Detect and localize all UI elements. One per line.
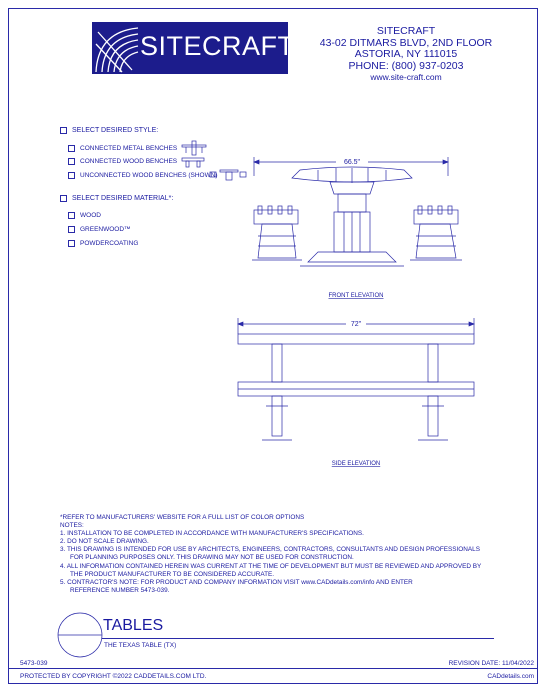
thumb-unconnected-bench-icon [210,170,246,180]
company-website: www.site-craft.com [370,72,442,82]
note-line: 1. INSTALLATION TO BE COMPLETED IN ACCORDANCE WITH MANUFACTURER'S SPECIFICATIONS. [60,530,364,538]
side-dimension-label: 72" [350,321,362,328]
front-elevation-label: FRONT ELEVATION [328,293,384,299]
style-heading: SELECT DESIRED STYLE: [60,127,158,134]
copyright-notice: PROTECTED BY COPYRIGHT ©2022 CADDETAILS.COM LTD. [20,673,207,680]
style-option-unconnected-wood[interactable]: UNCONNECTED WOOD BENCHES (SHOWN) [68,172,218,179]
thumb-wood-bench-icon [182,158,204,167]
style-option-metal[interactable]: CONNECTED METAL BENCHES [68,145,177,152]
note-line: 4. ALL INFORMATION CONTAINED HEREIN WAS CURRENT AT THE TIME OF DEVELOPMENT BUT MUST BE REVIEWED AND APPROVED BY [60,562,482,570]
reference-number: 5473-039 [20,660,48,667]
note-line: 3. THIS DRAWING IS INTENDED FOR USE BY ARCHITECTS, ENGINEERS, CONTRACTORS, CONSULTANTS AND DESIGN PROFESSIONALS [60,546,480,554]
title-divider [102,638,494,639]
drawing-subtitle: THE TEXAS TABLE (TX) [104,642,177,649]
caddetails-link[interactable]: CADdetails.com [487,673,534,680]
company-name: SITECRAFT [376,25,436,37]
material-heading: SELECT DESIRED MATERIAL*: [60,195,173,202]
logo-wordmark: SITECRAFT [140,31,295,61]
front-dimension-label: 66.5" [343,159,361,166]
revision-date: REVISION DATE: 11/04/2022 [448,660,534,667]
footer-divider [8,668,538,669]
general-notes [60,514,500,595]
material-option-wood[interactable]: WOOD [68,212,101,219]
note-line: 5. CONTRACTOR'S NOTE: FOR PRODUCT AND COMPANY INFORMATION VISIT www.CADdetails.com/info AND ENTER [60,578,413,586]
side-elevation-label: SIDE ELEVATION [331,461,381,467]
note-line: THE PRODUCT MANUFACTURER TO BE CONSIDERED ACCURATE. [70,570,275,578]
company-address-2: ASTORIA, NY 111015 [354,48,458,60]
material-option-powdercoating[interactable]: POWDERCOATING [68,240,138,247]
drawing-title: TABLES [103,617,164,634]
company-address-1: 43-02 DITMARS BLVD, 2ND FLOOR [319,36,493,49]
company-phone: PHONE: (800) 937-0203 [348,59,464,72]
notes-heading: NOTES: [60,522,84,530]
side-elevation-drawing [238,318,474,440]
style-option-connected-wood[interactable]: CONNECTED WOOD BENCHES [68,158,177,165]
note-line: REFERENCE NUMBER 5473-039. [70,586,170,594]
color-refer-note: *REFER TO MANUFACTURERS' WEBSITE FOR A FULL LIST OF COLOR OPTIONS [60,514,305,521]
note-line: 2. DO NOT SCALE DRAWING. [60,538,149,546]
note-line: FOR PLANNING PURPOSES ONLY. THIS DRAWING MAY NOT BE USED FOR CONSTRUCTION. [70,554,354,562]
material-option-greenwood[interactable]: GREENWOOD™ [68,226,131,233]
thumb-metal-bench-icon [182,141,206,155]
front-elevation-drawing [252,157,462,266]
